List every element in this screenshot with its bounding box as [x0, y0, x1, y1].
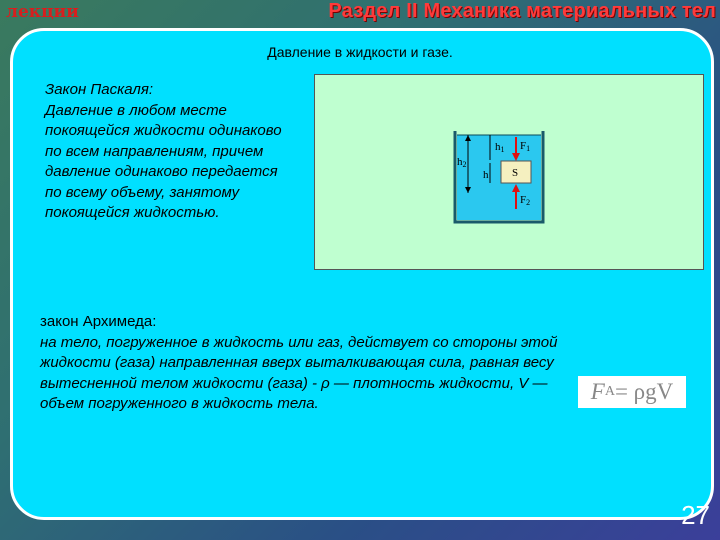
label-h: h: [483, 169, 489, 181]
formula-lhs-sub: A: [604, 384, 615, 399]
archimedes-heading: закон Архимеда:: [40, 313, 157, 330]
lectures-label: лекции: [6, 2, 79, 22]
pascal-heading: Закон Паскаля:: [45, 81, 154, 98]
formula-rhs: = ρgV: [614, 379, 674, 404]
formula-lhs: F: [590, 379, 605, 404]
archimedes-formula: [578, 376, 686, 408]
pascal-body: Давление в любом месте покоящейся жидкости одинаково по всем направлениям, причем давление одинаково передается по всему объему, занятому покоящейся жидкостью.: [45, 101, 282, 221]
label-f1: F1: [520, 140, 531, 153]
archimedes-law-text: [40, 312, 580, 415]
pascal-law-text: [45, 80, 295, 224]
pascal-diagram: [314, 74, 704, 270]
label-h1: h1: [495, 141, 505, 154]
vessel-diagram: [315, 75, 703, 269]
label-h2: h2: [457, 156, 467, 169]
section-title: Раздел II Механика материальных тел: [328, 0, 716, 22]
page-number: 27: [681, 500, 710, 530]
slide-title: Давление в жидкости и газе.: [267, 44, 453, 60]
label-f2: F2: [520, 194, 531, 207]
archimedes-body: на тело, погруженное в жидкость или газ, действует со стороны этой жидкости (газа) направленная вверх выталкивающая сила, равная весу вытесненной телом жидкости (газа) - ρ — плотность жидкости, V — объем погруженного в жидкость тела.: [40, 333, 558, 412]
label-s: S: [512, 167, 519, 179]
